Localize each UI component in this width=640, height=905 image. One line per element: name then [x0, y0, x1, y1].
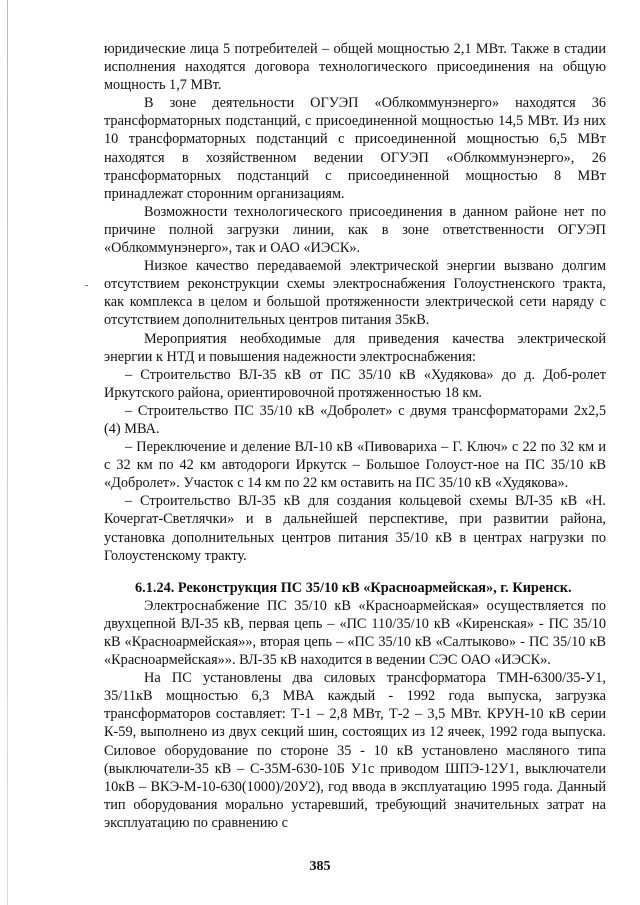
list-item: – Строительство ВЛ-35 кВ от ПС 35/10 кВ «Худякова» до д. Доб-ролет Иркутского района, ориентировочной протяженностью 18 км.	[104, 366, 606, 401]
document-page	[104, 40, 606, 832]
paragraph: юридические лица 5 потребителей – общей мощностью 2,1 МВт. Также в стадии исполнения находятся договора технологического присоединения на общую мощность 1,7 МВт.	[104, 41, 606, 94]
section-heading: 6.1.24. Реконструкция ПС 35/10 кВ «Красноармейская», г. Киренск.	[135, 579, 572, 596]
paragraph: Возможности технологического присоединения в данном районе нет по причине полной загрузки линии, как в зоне ответственности ОГУЭП «Облкоммунэнерго», так и ОАО «ИЭСК».	[104, 203, 606, 257]
paragraph: Низкое качество передаваемой электрической энергии вызвано долгим отсутствием реконструкции схемы электроснабжения Голоустненского тракта, как комплекса в целом и большой протяженности электрической сети наряду с отсутствием дополнительных центров питания 35кВ.	[104, 258, 606, 329]
paragraph: Электроснабжение ПС 35/10 кВ «Красноармейская» осуществляется по двухцепной ВЛ-35 кВ, первая цепь – «ПС 110/35/10 кВ «Киренская» - ПС 35/10 кВ «Красноармейская»», вторая цепь – «ПС 35/10 кВ «Салтыково» - ПС 35/10 кВ «Красноармейская»». ВЛ-35 кВ находится в ведении СЭС ОАО «ИЭСК».	[104, 597, 606, 669]
list-item: – Строительство ВЛ-35 кВ для создания кольцевой схемы ВЛ-35 кВ «Н. Кочергат-Светлячки» и в дальнейшей перспективе, при развитии района, установка дополнительных центров питания 35/10 кВ в центрах нагрузки по Голоустенскому тракту.	[104, 493, 606, 564]
list-item: – Строительство ПС 35/10 кВ «Добролет» с двумя трансформаторами 2х2,5 (4) МВА.	[104, 402, 606, 437]
scan-margin-rule	[7, 0, 8, 905]
paragraph: На ПС установлены два силовых трансформатора ТМН-6300/35-У1, 35/11кВ мощностью 6,3 МВА каждый - 1992 года выпуска, загрузка трансформаторов составляет: Т-1 – 2,8 МВт, Т-2 – 3,5 МВт. КРУН-10 кВ серии К-59, выполнено из двух секций шин, состоящих из 12 ячеек, 1992 года выпуска. Силовое оборудование по стороне 35 - 10 кВ установлено масляного типа (выключатели-35 кВ – С-35М-630-10Б У1с приводом ШПЭ-12У1, выключатели 10кВ – ВКЭ-М-10-630(1000)/20У2), год ввода в эксплуатацию 1995 года. Данный тип оборудования морально устаревший, требующий значительных затрат на эксплуатацию по сравнению с	[104, 670, 606, 831]
paragraph: Мероприятия необходимые для приведения качества электрической энергии к НТД и повышения надежности электроснабжения:	[104, 330, 606, 365]
scan-margin-mark	[85, 285, 88, 286]
list-item: – Переключение и деление ВЛ-10 кВ «Пивовариха – Г. Ключ» с 22 по 32 км и с 32 км по 42 км автодороги Иркутск – Большое Голоуст-ное на ПС 35/10 кВ «Добролет». Участок с 14 км по 22 км оставить на ПС 35/10 кВ «Худякова».	[104, 439, 606, 492]
paragraph: В зоне деятельности ОГУЭП «Облкоммунэнерго» находятся 36 трансформаторных подстанций, с присоединенной мощностью 14,5 МВт. Из них 10 трансформаторных подстанций с присоединенной мощностью 6,5 МВт находятся в хозяйственном ведении ОГУЭП «Облкоммунэнерго», 26 трансформаторных подстанций с присоединенной мощностью 8 МВт принадлежат сторонним организациям.	[104, 95, 606, 202]
page-number: 385	[309, 859, 331, 874]
